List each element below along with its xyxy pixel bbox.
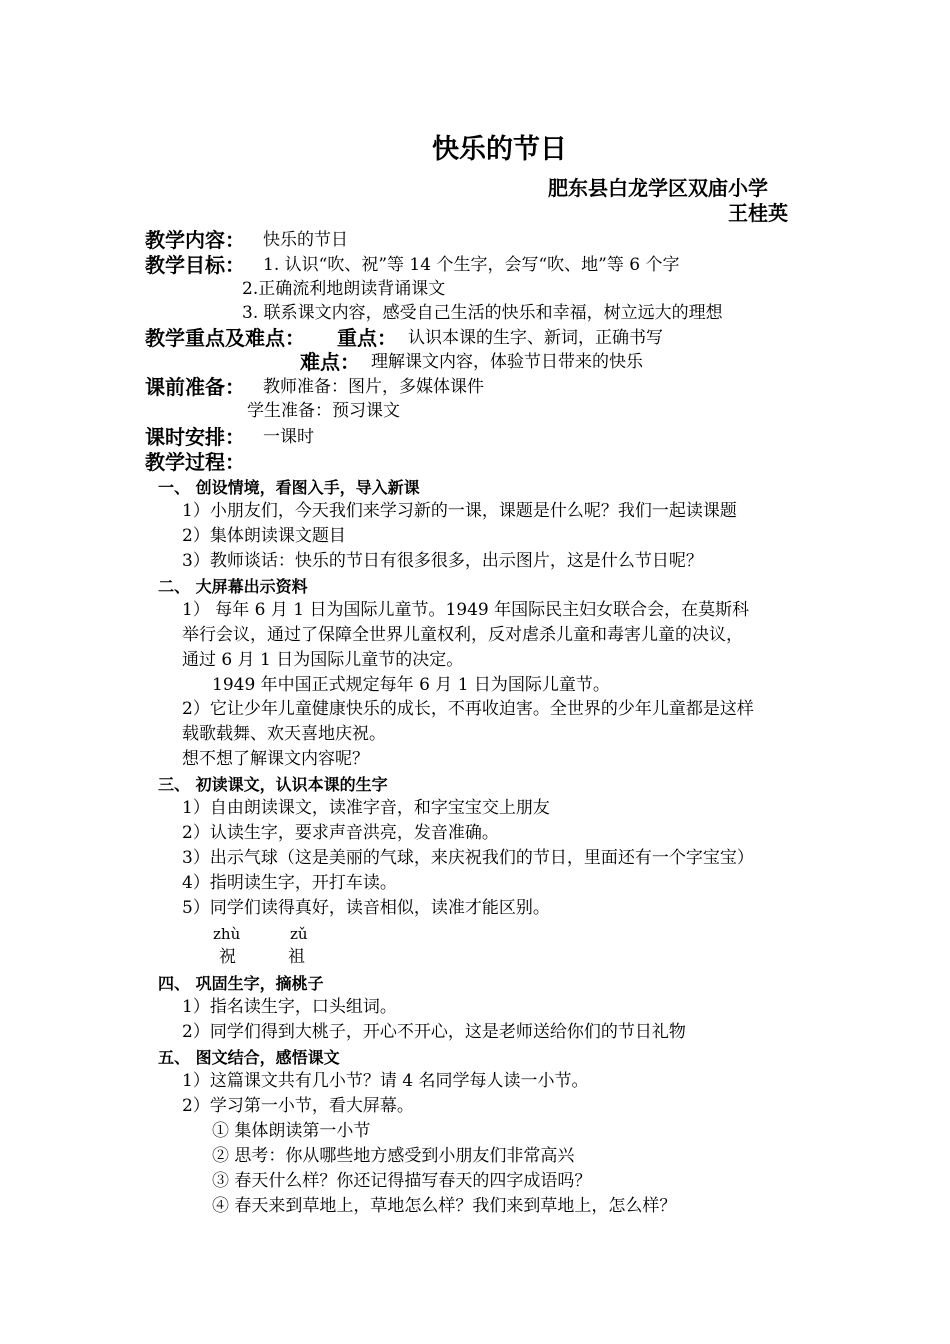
author-name: 王桂英	[728, 201, 788, 225]
list-item: 3）教师谈话：快乐的节日有很多很多，出示图片，这是什么节日呢？	[182, 551, 703, 571]
teacher-prep: 教师准备：图片，多媒体课件	[263, 377, 484, 397]
char-zhu: 祝	[219, 947, 236, 967]
pinyin-zu: zǔ	[290, 925, 308, 943]
paragraph-line: 想不想了解课文内容呢？	[182, 749, 369, 769]
section-heading: 三、 初读课文，认识本课的生字	[158, 775, 388, 794]
paragraph-line: 举行会议，通过了保障全世界儿童权利，反对虐杀儿童和毒害儿童的决议，	[182, 625, 743, 645]
school-name: 肥东县白龙学区双庙小学	[548, 176, 768, 200]
list-item: 2）认读生字，要求声音洪亮，发音准确。	[182, 823, 499, 843]
goal-item: 3. 联系课文内容，感受自己生活的快乐和幸福，树立远大的理想	[242, 303, 723, 323]
focus-label: 教学重点及难点：	[145, 326, 305, 350]
list-item: 2）同学们得到大桃子，开心不开心，这是老师送给你们的节日礼物	[182, 1022, 686, 1042]
goal-item: 1. 认识“吹、祝”等 14 个生字，会写“吹、地”等 6 个字	[263, 255, 680, 275]
sub-item: ① 集体朗读第一小节	[212, 1121, 371, 1141]
list-item: 2）学习第一小节，看大屏幕。	[182, 1096, 414, 1116]
section-heading: 二、 大屏幕出示资料	[158, 577, 308, 596]
sub-item: ④ 春天来到草地上，草地怎么样？我们来到草地上，怎么样？	[212, 1196, 677, 1216]
paragraph-line: 1） 每年 6 月 1 日为国际儿童节。1949 年国际民主妇女联合会，在莫斯科	[182, 600, 750, 620]
goals-label: 教学目标：	[145, 253, 245, 277]
document-title: 快乐的节日	[432, 134, 567, 165]
list-item: 1）指名读生字，口头组词。	[182, 997, 397, 1017]
char-zu: 祖	[288, 947, 305, 967]
content-value: 快乐的节日	[263, 230, 348, 250]
sub-item: ③ 春天什么样？你还记得描写春天的四字成语吗？	[212, 1171, 592, 1191]
section-heading: 五、 图文结合，感悟课文	[158, 1048, 340, 1067]
section-heading: 一、 创设情境，看图入手，导入新课	[158, 478, 420, 497]
paragraph-line: 通过 6 月 1 日为国际儿童节的决定。	[182, 650, 464, 670]
student-prep: 学生准备：预习课文	[247, 401, 400, 421]
schedule-value: 一课时	[263, 427, 314, 447]
key-point-label: 重点：	[337, 326, 397, 350]
key-point-value: 认识本课的生字、新词，正确书写	[408, 328, 663, 348]
list-item: 5）同学们读得真好，读音相似，读准才能区别。	[182, 898, 550, 918]
schedule-label: 课时安排：	[145, 425, 245, 449]
content-label: 教学内容：	[145, 228, 245, 252]
list-item: 3）出示气球（这是美丽的气球，来庆祝我们的节日，里面还有一个字宝宝）	[182, 848, 754, 868]
prep-label: 课前准备：	[145, 375, 245, 399]
goal-item: 2.正确流利地朗读背诵课文	[242, 279, 446, 299]
list-item: 2）集体朗读课文题目	[182, 526, 346, 546]
process-label: 教学过程：	[145, 450, 245, 474]
pinyin-zhu: zhù	[213, 925, 241, 943]
list-item: 1）小朋友们，今天我们来学习新的一课，课题是什么呢？我们一起读课题	[182, 501, 737, 521]
section-heading: 四、 巩固生字，摘桃子	[158, 974, 324, 993]
list-item: 1）这篇课文共有几小节？请 4 名同学每人读一小节。	[182, 1071, 589, 1091]
difficulty-value: 理解课文内容，体验节日带来的快乐	[371, 352, 643, 372]
paragraph-line: 2）它让少年儿童健康快乐的成长，不再收迫害。全世界的少年儿童都是这样	[182, 699, 754, 719]
paragraph-line: 1949 年中国正式规定每年 6 月 1 日为国际儿童节。	[212, 675, 610, 695]
difficulty-label: 难点：	[300, 350, 360, 374]
paragraph-line: 载歌载舞、欢天喜地庆祝。	[182, 724, 386, 744]
list-item: 4）指明读生字，开打车读。	[182, 873, 397, 893]
sub-item: ② 思考：你从哪些地方感受到小朋友们非常高兴	[212, 1146, 575, 1166]
list-item: 1）自由朗读课文，读准字音，和字宝宝交上朋友	[182, 798, 550, 818]
